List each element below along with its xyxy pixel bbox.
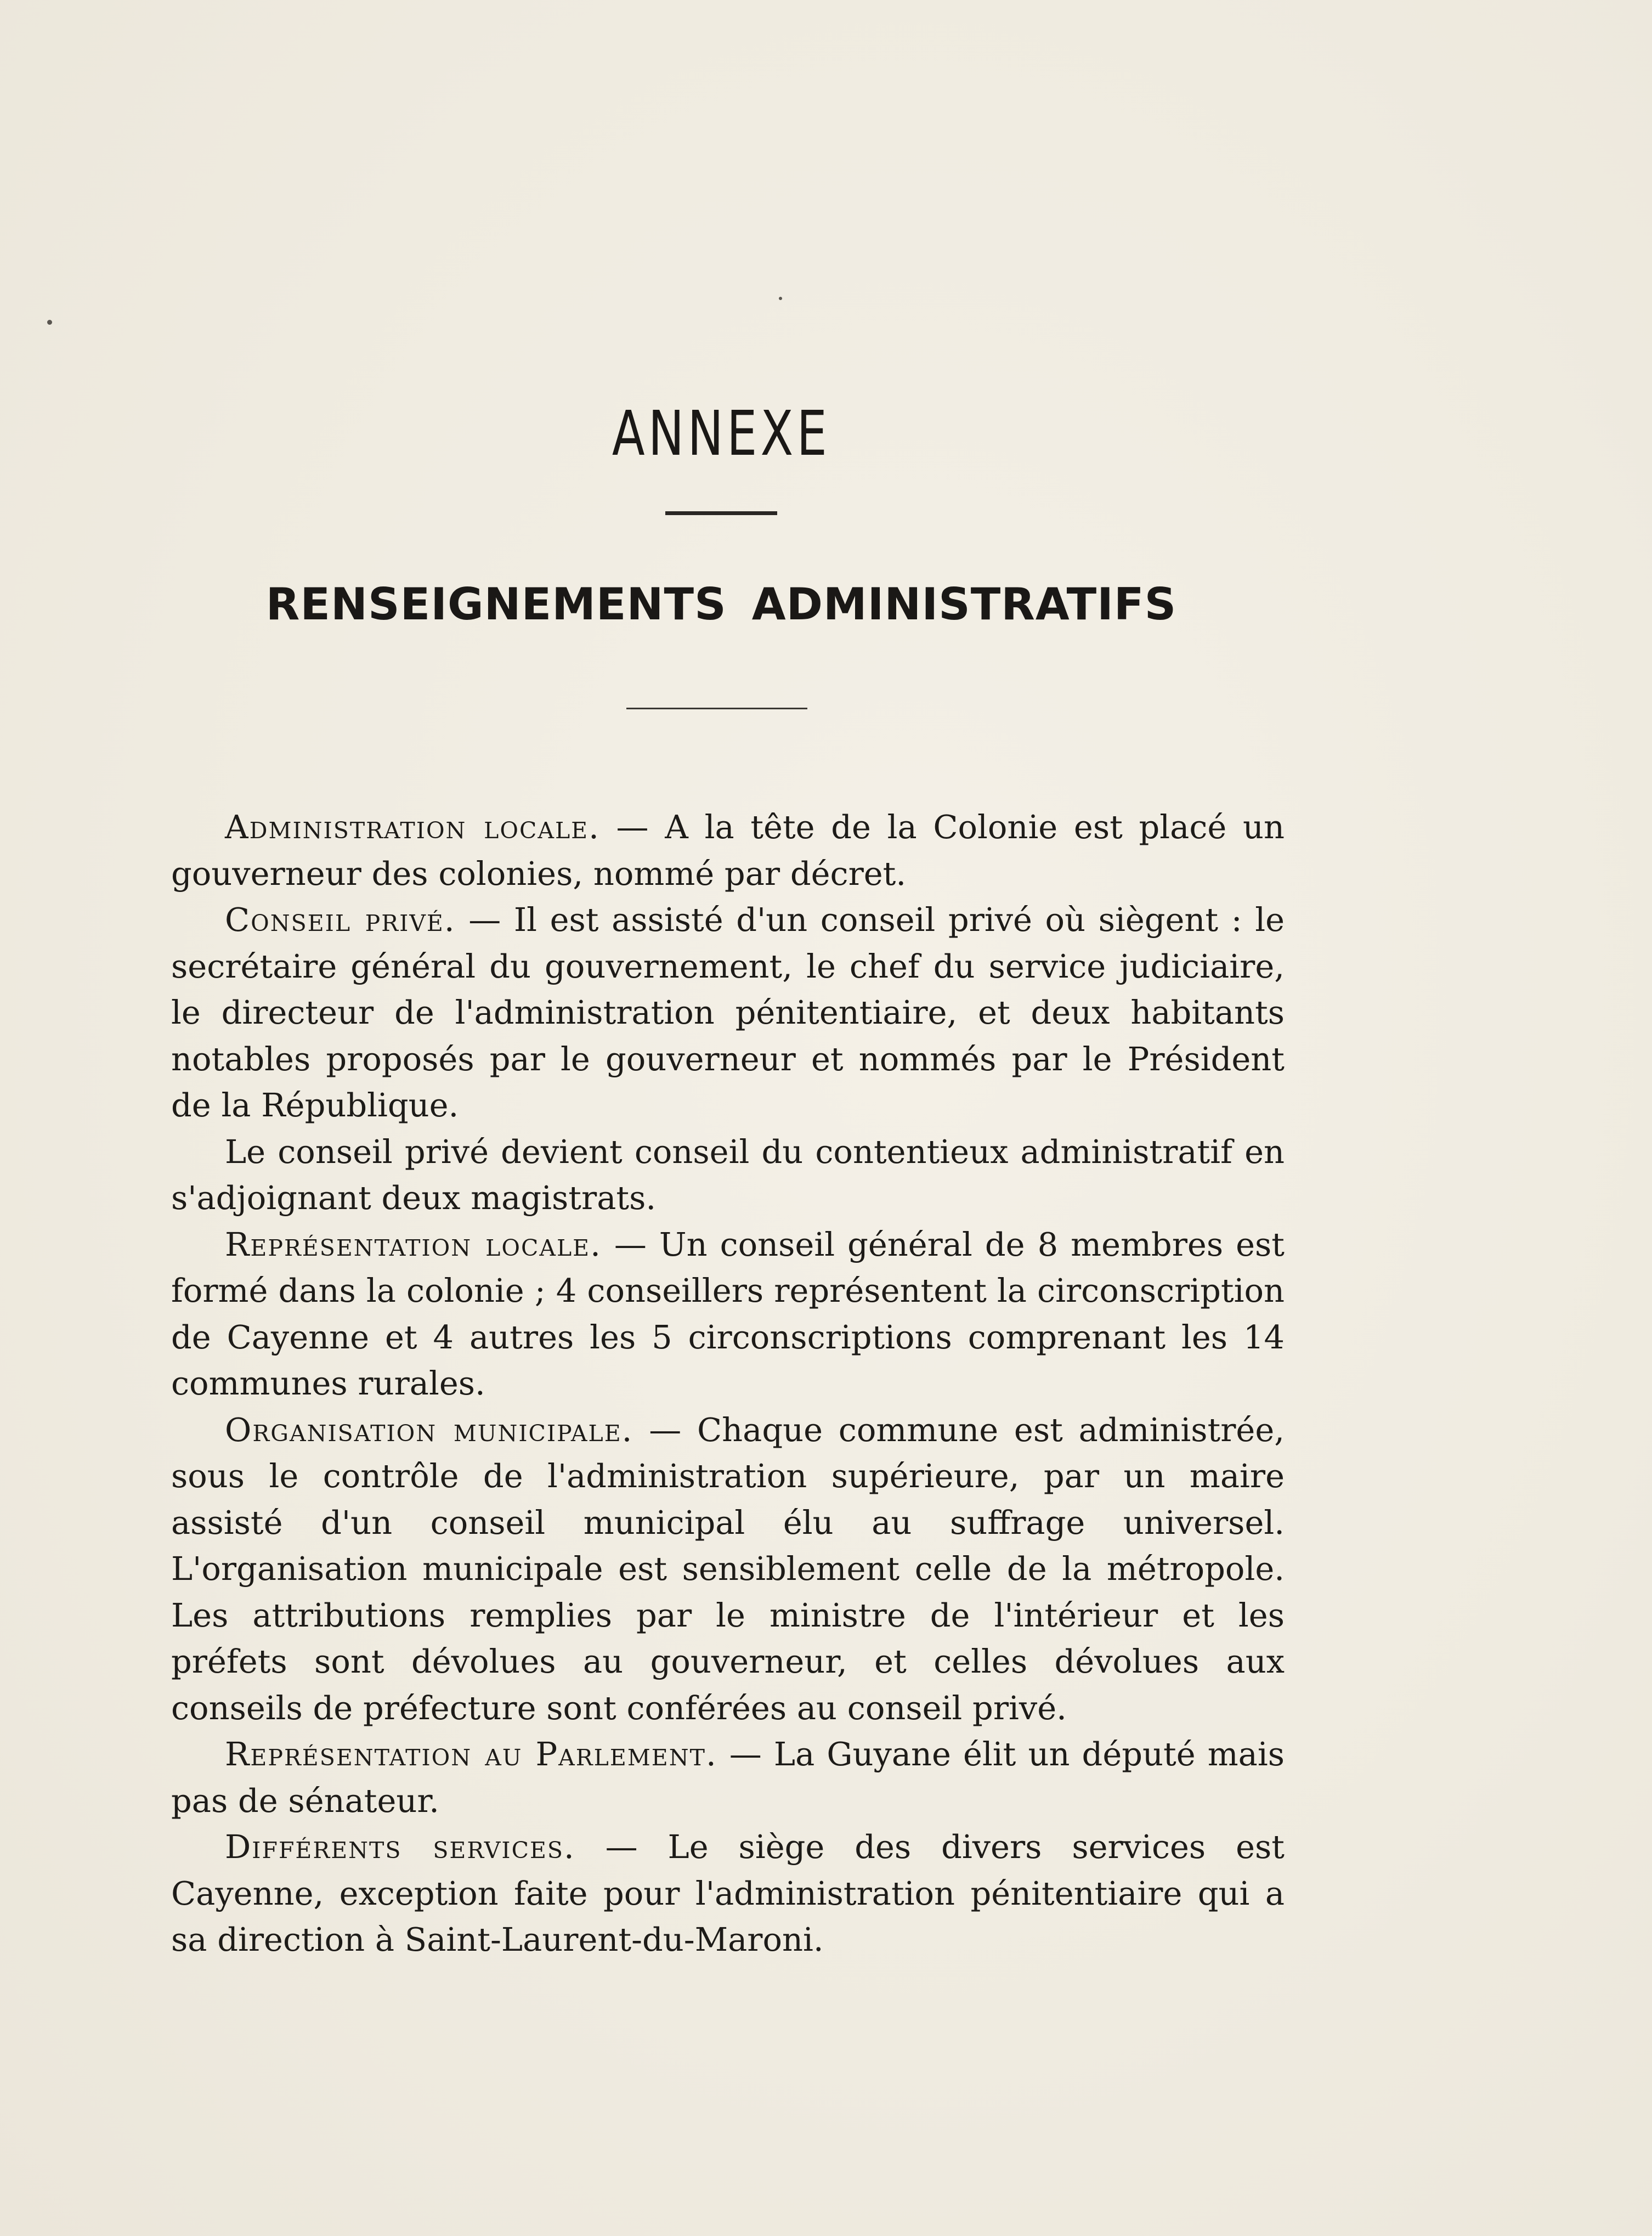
section-text: Le siège des divers services est Cayenne, exception faite pour l'administration pénitentiaire qui a sa direction à Saint-Laurent-du-Maroni. [171, 1828, 1285, 1958]
section-dash: — [717, 1735, 774, 1773]
paragraph-organisation-municipale [171, 1407, 1285, 1732]
section-text: Le conseil privé devient conseil du contentieux administratif en s'adjoignant deux magistrats. [171, 1132, 1285, 1217]
paragraph-differents-services [171, 1824, 1285, 1963]
section-text: Chaque commune est administrée, sous le contrôle de l'administration supérieure, par un maire assisté d'un conseil municipal élu au suffrage universel. L'organisation municipale est sensiblement celle de la métropole. Les attributions remplies par le ministre de l'intérieur et les préfets sont dévolues au gouverneur, et celles dévolues aux conseils de préfecture sont conférées au conseil privé. [171, 1410, 1285, 1727]
subtitle-word-2: ADMINISTRATIFS [751, 579, 1177, 630]
subtitle-rule [626, 708, 807, 709]
section-dash: — [455, 901, 514, 939]
section-dash: — [599, 808, 665, 846]
section-text: Un conseil général de 8 membres est formé dans la colonie ; 4 conseillers représentent la circonscription de Cayenne et 4 autres les 5 circonscriptions comprenant les 14 communes rurales. [171, 1225, 1285, 1402]
page-subtitle [0, 579, 1442, 630]
paragraph-administration-locale [171, 804, 1285, 897]
paper-speck [779, 297, 782, 300]
paragraph-contentieux [171, 1129, 1285, 1222]
section-text: La Guyane élit un député mais pas de sénateur. [171, 1735, 1285, 1820]
body-text [171, 804, 1285, 1963]
section-heading: Organisation municipale. [225, 1410, 633, 1449]
section-text: A la tête de la Colonie est placé un gouverneur des colonies, nommé par décret. [171, 808, 1285, 893]
section-text: Il est assisté d'un conseil privé où siègent : le secrétaire général du gouvernement, le chef du service judiciaire, le directeur de l'administration pénitentiaire, et deux habitants notables proposés par le gouverneur et nommés par le Président de la République. [171, 901, 1285, 1124]
page-title: ANNEXE [612, 398, 831, 470]
section-heading: Administration locale. [225, 808, 600, 846]
paragraph-representation-locale [171, 1222, 1285, 1407]
title-rule [665, 511, 777, 515]
subtitle-word-1: RENSEIGNEMENTS [265, 579, 727, 630]
section-heading: Représentation locale. [225, 1225, 602, 1263]
section-dash: — [601, 1225, 659, 1263]
paper-speck [47, 320, 52, 325]
section-heading: Conseil privé. [225, 901, 456, 939]
section-heading: Différents services. [225, 1828, 575, 1866]
paragraph-representation-parlement [171, 1731, 1285, 1824]
section-heading: Représentation au Parlement. [225, 1735, 717, 1773]
section-dash: — [575, 1828, 668, 1866]
paragraph-conseil-prive [171, 897, 1285, 1129]
section-dash: — [633, 1410, 697, 1449]
